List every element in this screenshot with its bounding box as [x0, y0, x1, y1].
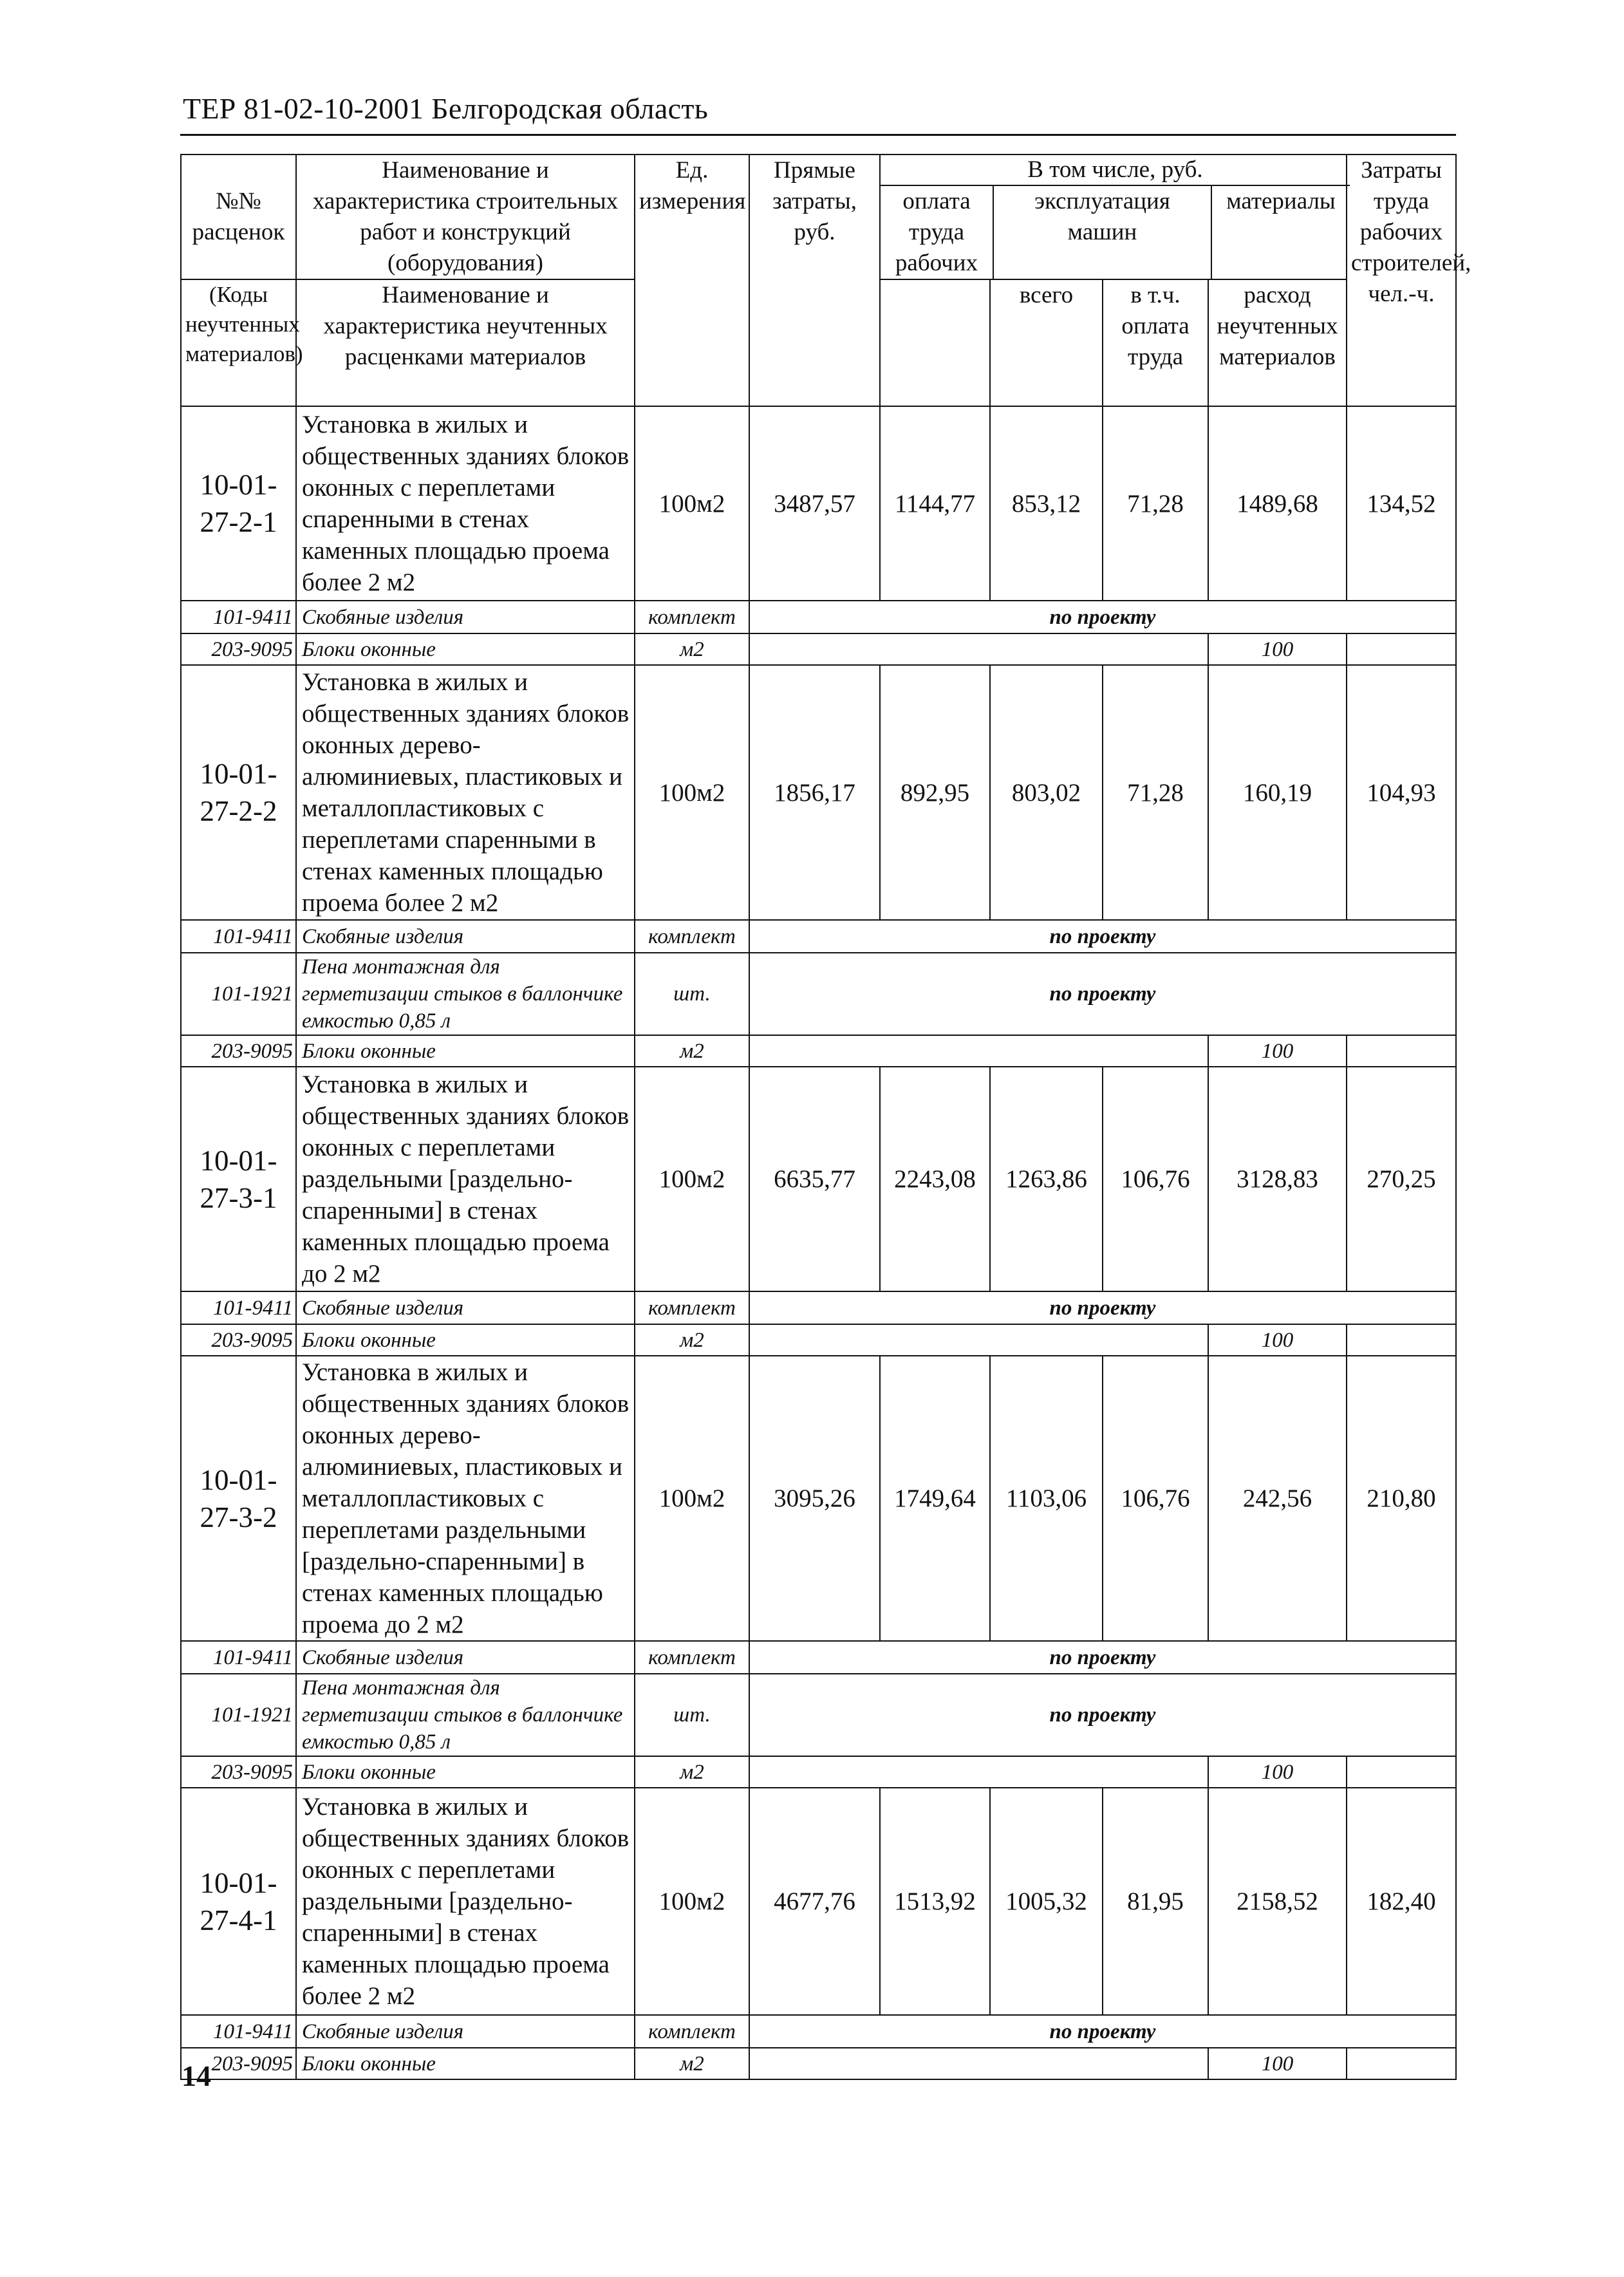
material-consumption: 100 [1208, 2048, 1347, 2079]
rate-machines-total: 853,12 [990, 406, 1103, 601]
rate-machines-total: 1103,06 [990, 1356, 1103, 1641]
material-name: Скобяные изделия [296, 2015, 635, 2048]
material-unit: комплект [635, 1641, 749, 1674]
rate-machines-wages: 106,76 [1103, 1067, 1208, 1291]
rate-code: 10-01-27-2-2 [181, 665, 296, 920]
rate-labor: 104,93 [1347, 665, 1456, 920]
material-name: Блоки оконные [296, 1035, 635, 1067]
rate-row [181, 1356, 1456, 1641]
material-name: Скобяные изделия [296, 1641, 635, 1674]
rate-code: 10-01-27-3-2 [181, 1356, 296, 1641]
header-name: Наименование и характеристика строительных работ и конструкций (оборудования) [296, 155, 635, 279]
material-unit: м2 [635, 1035, 749, 1067]
header-machines: эксплуатация машин [993, 185, 1211, 279]
rate-machines-wages: 106,76 [1103, 1356, 1208, 1641]
material-row [181, 920, 1456, 953]
header-machines-wages: в т.ч. оплата труда [1103, 279, 1208, 406]
material-row [181, 953, 1456, 1035]
rate-labor: 182,40 [1347, 1788, 1456, 2015]
header-name-2: Наименование и характеристика неучтенных расценками материалов [296, 279, 635, 406]
material-consumption: 100 [1208, 633, 1347, 665]
rate-row [181, 1788, 1456, 2015]
material-code: 101-9411 [181, 2015, 296, 2048]
material-blank [749, 1324, 1208, 1356]
rate-direct-costs: 3487,57 [749, 406, 880, 601]
material-code: 203-9095 [181, 1324, 296, 1356]
material-labor-blank [1347, 1035, 1456, 1067]
material-labor-blank [1347, 633, 1456, 665]
rate-direct-costs: 6635,77 [749, 1067, 880, 1291]
header-including: В том числе, руб. [881, 156, 1350, 185]
material-unit: м2 [635, 633, 749, 665]
rate-name: Установка в жилых и общественных зданиях блоков оконных дерево-алюминиевых, пластиковых и металлопластиковых с переплетами раздельными [раздельно-спаренными] в стенах каменных площадью проема до 2 м2 [296, 1356, 635, 1641]
material-note: по проекту [749, 1291, 1456, 1324]
rate-machines-wages: 71,28 [1103, 665, 1208, 920]
header-machines-total: всего [990, 279, 1103, 406]
rate-direct-costs: 3095,26 [749, 1356, 880, 1641]
rate-unit: 100м2 [635, 1356, 749, 1641]
rate-machines-wages: 81,95 [1103, 1788, 1208, 2015]
material-labor-blank [1347, 1324, 1456, 1356]
material-unit: м2 [635, 1756, 749, 1788]
rate-direct-costs: 1856,17 [749, 665, 880, 920]
rate-materials: 3128,83 [1208, 1067, 1347, 1291]
header-materials-consumption: расход неучтенных материалов [1208, 279, 1347, 406]
material-row [181, 1641, 1456, 1674]
rate-name: Установка в жилых и общественных зданиях блоков оконных с переплетами спаренными в стенах каменных площадью проема более 2 м2 [296, 406, 635, 601]
material-name: Блоки оконные [296, 633, 635, 665]
material-consumption: 100 [1208, 1324, 1347, 1356]
rate-name: Установка в жилых и общественных зданиях блоков оконных дерево-алюминиевых, пластиковых и металлопластиковых с переплетами спаренными в стенах каменных площадью проема более 2 м2 [296, 665, 635, 920]
header-wages: оплата труда рабочих [881, 185, 993, 279]
material-note: по проекту [749, 601, 1456, 633]
material-unit: комплект [635, 601, 749, 633]
rate-row [181, 1067, 1456, 1291]
material-code: 101-9411 [181, 920, 296, 953]
rate-materials: 160,19 [1208, 665, 1347, 920]
material-row [181, 2048, 1456, 2079]
material-row [181, 1035, 1456, 1067]
material-unit: комплект [635, 2015, 749, 2048]
material-labor-blank [1347, 2048, 1456, 2079]
material-row [181, 1756, 1456, 1788]
material-note: по проекту [749, 2015, 1456, 2048]
rate-name: Установка в жилых и общественных зданиях блоков оконных с переплетами раздельными [раздельно-спаренными] в стенах каменных площадью проема более 2 м2 [296, 1788, 635, 2015]
rate-name: Установка в жилых и общественных зданиях блоков оконных с переплетами раздельными [раздельно-спаренными] в стенах каменных площадью проема до 2 м2 [296, 1067, 635, 1291]
material-unit: шт. [635, 1674, 749, 1756]
material-row [181, 1291, 1456, 1324]
material-note: по проекту [749, 1641, 1456, 1674]
material-note: по проекту [749, 920, 1456, 953]
rate-materials: 1489,68 [1208, 406, 1347, 601]
rate-row [181, 406, 1456, 601]
header-code-2: (Коды неучтенных материалов) [181, 279, 296, 406]
material-unit: комплект [635, 920, 749, 953]
rate-unit: 100м2 [635, 1067, 749, 1291]
rate-materials: 242,56 [1208, 1356, 1347, 1641]
rate-wages: 892,95 [880, 665, 990, 920]
rate-machines-total: 1005,32 [990, 1788, 1103, 2015]
header-direct: Прямые затраты, руб. [749, 155, 880, 406]
material-unit: м2 [635, 2048, 749, 2079]
material-consumption: 100 [1208, 1756, 1347, 1788]
material-code: 101-1921 [181, 953, 296, 1035]
rate-labor: 270,25 [1347, 1067, 1456, 1291]
material-name: Пена монтажная для герметизации стыков в баллончике емкостью 0,85 л [296, 953, 635, 1035]
material-name: Блоки оконные [296, 1324, 635, 1356]
material-code: 203-9095 [181, 1035, 296, 1067]
material-name: Блоки оконные [296, 2048, 635, 2079]
header-materials: материалы [1226, 187, 1336, 214]
material-code: 101-9411 [181, 1641, 296, 1674]
rate-machines-total: 803,02 [990, 665, 1103, 920]
material-name: Скобяные изделия [296, 1291, 635, 1324]
material-name: Пена монтажная для герметизации стыков в баллончике емкостью 0,85 л [296, 1674, 635, 1756]
rate-code: 10-01-27-3-1 [181, 1067, 296, 1291]
rate-wages: 1144,77 [880, 406, 990, 601]
material-name: Скобяные изделия [296, 601, 635, 633]
rate-machines-total: 1263,86 [990, 1067, 1103, 1291]
material-code: 203-9095 [181, 633, 296, 665]
header-code: №№ расценок [181, 155, 296, 279]
material-blank [749, 1035, 1208, 1067]
material-code: 203-9095 [181, 2048, 296, 2079]
material-labor-blank [1347, 1756, 1456, 1788]
rate-row [181, 665, 1456, 920]
material-blank [749, 633, 1208, 665]
rate-code: 10-01-27-2-1 [181, 406, 296, 601]
material-unit: шт. [635, 953, 749, 1035]
material-code: 101-9411 [181, 601, 296, 633]
rate-direct-costs: 4677,76 [749, 1788, 880, 2015]
material-note: по проекту [749, 1674, 1456, 1756]
rate-materials: 2158,52 [1208, 1788, 1347, 2015]
rate-labor: 134,52 [1347, 406, 1456, 601]
header-unit: Ед. измерения [635, 155, 749, 406]
document-header: ТЕР 81-02-10-2001 Белгородская область [183, 92, 708, 125]
material-row [181, 1324, 1456, 1356]
material-name: Блоки оконные [296, 1756, 635, 1788]
rate-wages: 1513,92 [880, 1788, 990, 2015]
material-consumption: 100 [1208, 1035, 1347, 1067]
rate-machines-wages: 71,28 [1103, 406, 1208, 601]
page-number: 14 [182, 2059, 211, 2092]
header-including-group [881, 156, 1350, 279]
material-blank [749, 2048, 1208, 2079]
header-wages-blank [880, 279, 990, 406]
header-rule [180, 134, 1456, 136]
rate-unit: 100м2 [635, 665, 749, 920]
material-blank [749, 1756, 1208, 1788]
rate-wages: 2243,08 [880, 1067, 990, 1291]
material-row [181, 2015, 1456, 2048]
rate-labor: 210,80 [1347, 1356, 1456, 1641]
material-row [181, 1674, 1456, 1756]
material-row [181, 601, 1456, 633]
material-row [181, 633, 1456, 665]
material-note: по проекту [749, 953, 1456, 1035]
material-unit: м2 [635, 1324, 749, 1356]
header-labor: Затраты труда рабочих строителей, чел.-ч. [1347, 155, 1456, 406]
rates-table [180, 154, 1471, 2080]
material-unit: комплект [635, 1291, 749, 1324]
material-code: 203-9095 [181, 1756, 296, 1788]
rate-unit: 100м2 [635, 1788, 749, 2015]
material-name: Скобяные изделия [296, 920, 635, 953]
material-code: 101-1921 [181, 1674, 296, 1756]
rate-unit: 100м2 [635, 406, 749, 601]
material-code: 101-9411 [181, 1291, 296, 1324]
rate-code: 10-01-27-4-1 [181, 1788, 296, 2015]
rate-wages: 1749,64 [880, 1356, 990, 1641]
